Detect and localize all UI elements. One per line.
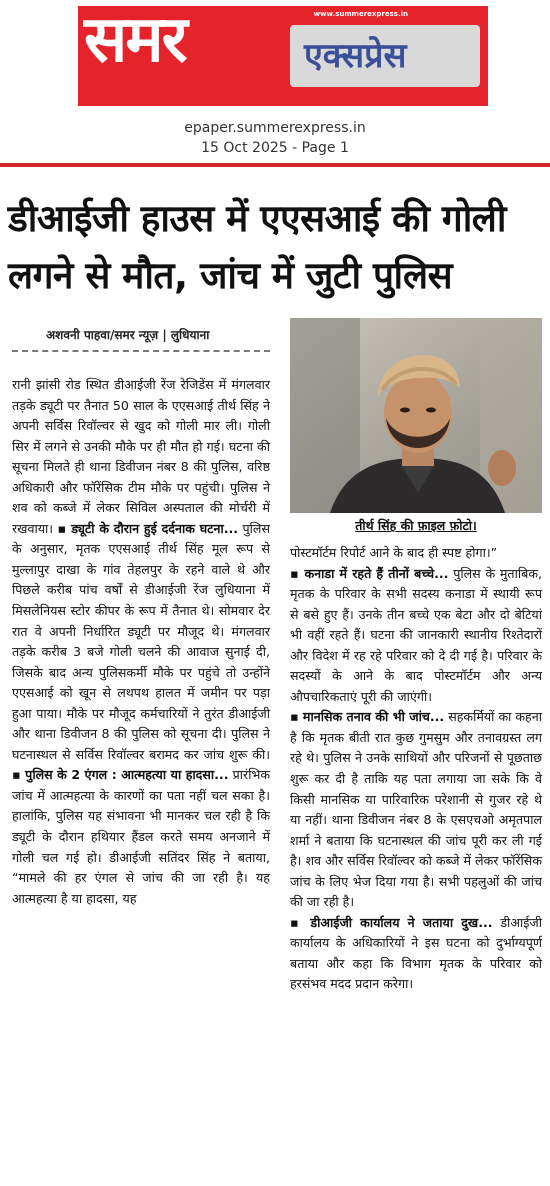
subheading-dig-office: ▪ डीआईजी कार्यालय ने जताया दुख... <box>290 914 493 930</box>
subheading-duty-incident: ▪ ड्यूटी के दौरान हुई दर्दनाक घटना... <box>57 520 239 536</box>
subheading-two-angles: ▪ पुलिस के 2 एंगल : आत्महत्या या हादसा... <box>12 767 229 783</box>
paragraph-intro: रानी झांसी रोड स्थित डीआईजी रेंज रेजिडेंस में मंगलवार तड़के ड्यूटी पर तैनात 50 साल के एएसआई तीर्थ सिंह ने अपनी सर्विस रिवॉल्वर से खुद को गोली मार ली। गोली सिर में लगने से उनकी मौके पर ही मौत हो गई। घटना की सूचना मिलते ही थाना डिवीजन नंबर 8 की पुलिस, वरिष्ठ अधिकारी और फॉरेंसिक टीम मौके पर पहुंची। पुलिस ने शव को कब्जे में लेकर सिविल अस्पताल की मोर्चरी में रखवाया। <box>12 377 270 536</box>
paragraph-duty-incident: पुलिस के अनुसार, मृतक एएसआई तीर्थ सिंह मूल रूप से मुल्लापुर दाखा के गांव तेहलपुर के रहने वाले थे और पिछले करीब पांच वर्षों से डीआईजी रेंज लुधियाना में मिसलेनियस स्टोर कीपर के रूप में तैनात थे। सोमवार देर रात वे अपनी निर्धारित ड्यूटी पर मौजूद थे। मंगलवार तड़के करीब 3 बजे गोली चलने की आवाज सुनाई दी, जिसके बाद अन्य पुलिसकर्मी मौके पर पहुंचे तो उन्होंने एएसआई को खून से लथपथ हालत में जमीन पर पड़ा हुआ पाया। मौके पर मौजूद कर्मचारियों ने तुरंत डीआईजी और थाना डिवीजन 8 की पुलिस को सूचना दी। पुलिस ने घटनास्थल से सर्विस रिवॉल्वर बरामद कर जांच शुरू की। <box>12 520 270 762</box>
article-column-left <box>12 375 270 909</box>
edition-date-page: 15 Oct 2025 - Page 1 <box>201 140 349 156</box>
article-column-right <box>290 543 542 995</box>
masthead-logo <box>78 3 488 106</box>
paragraph-postmortem: पोस्टमॉर्टम रिपोर्ट आने के बाद ही स्पष्ट होगा।” <box>290 545 498 560</box>
subheading-mental-stress: ▪ मानसिक तनाव की भी जांच... <box>290 709 445 725</box>
masthead-subtitle: एक्सप्रेस <box>304 36 407 76</box>
paragraph-dig-office: डीआईजी कार्यालय के अधिकारियों ने इस घटना को दुर्भाग्यपूर्ण बताया और कहा कि विभाग मृतक के परिवार को हरसंभव मदद प्रदान करेगा। <box>290 914 542 992</box>
subheading-canada: ▪ कनाडा में रहते हैं तीनों बच्चे... <box>290 565 449 581</box>
article-byline: अशवनी पाहवा/समर न्यूज़ | लुधियाना <box>46 328 210 342</box>
header-divider <box>0 163 550 167</box>
byline-divider <box>12 350 270 352</box>
photo-caption: तीर्थ सिंह की फ़ाइल फ़ोटो। <box>355 518 477 533</box>
edition-site[interactable]: epaper.summerexpress.in <box>184 120 366 136</box>
officer-photo <box>290 318 542 513</box>
masthead-subtitle-box <box>290 25 480 87</box>
paragraph-canada: पुलिस के मुताबिक, मृतक के परिवार के सभी सदस्य कनाडा में स्थायी रूप से बसे हुए हैं। उनके तीन बच्चे एक बेटा और दो बेटियां भी वहीं रहते हैं। घटना की जानकारी स्थानीय रिश्तेदारों और विदेश में रह रहे परिवार को दे दी गई है। परिवार के सदस्यों के आने के बाद पोस्टमॉर्टम और अन्य औपचारिकताएं पूरी की जाएंगी। <box>290 565 542 704</box>
masthead-title: समर <box>84 3 186 77</box>
masthead-url: www.summerexpress.in <box>313 10 408 18</box>
paragraph-two-angles: प्रारंभिक जांच में आत्महत्या के कारणों का पता नहीं चल सका है। हालांकि, पुलिस यह संभावना भी मानकर चल रही है कि ड्यूटी के दौरान हथियार हैंडल करते समय अनजाने में गोली चल गई हो। डीआईजी सतिंदर सिंह ने बताया, “मामले की हर एंगल से जांच की जा रही है। यह आत्महत्या है या हादसा, यह <box>12 767 270 906</box>
article-headline: डीआईजी हाउस में एएसआई की गोली लगने से मौत, जांच में जुटी पुलिस <box>8 197 506 297</box>
paragraph-mental-stress: सहकर्मियों का कहना है कि मृतक बीती रात कुछ गुमसुम और तनावग्रस्त लग रहे थे। पुलिस ने उनके साथियों और परिजनों से पूछताछ शुरू कर दी है ताकि यह पता लगाया जा सके कि वे किसी मानसिक या पारिवारिक परेशानी से गुजर रहे थे या नहीं। थाना डिवीजन नंबर 8 के एसएचओ अमृतपाल शर्मा ने बताया कि घटनास्थल की जांच पूरी कर ली गई है। शव और सर्विस रिवॉल्वर को कब्जे में लेकर फॉरेंसिक जांच के लिए भेज दिया गया है। सभी पहलुओं की जांच की जा रही है। <box>290 709 542 910</box>
